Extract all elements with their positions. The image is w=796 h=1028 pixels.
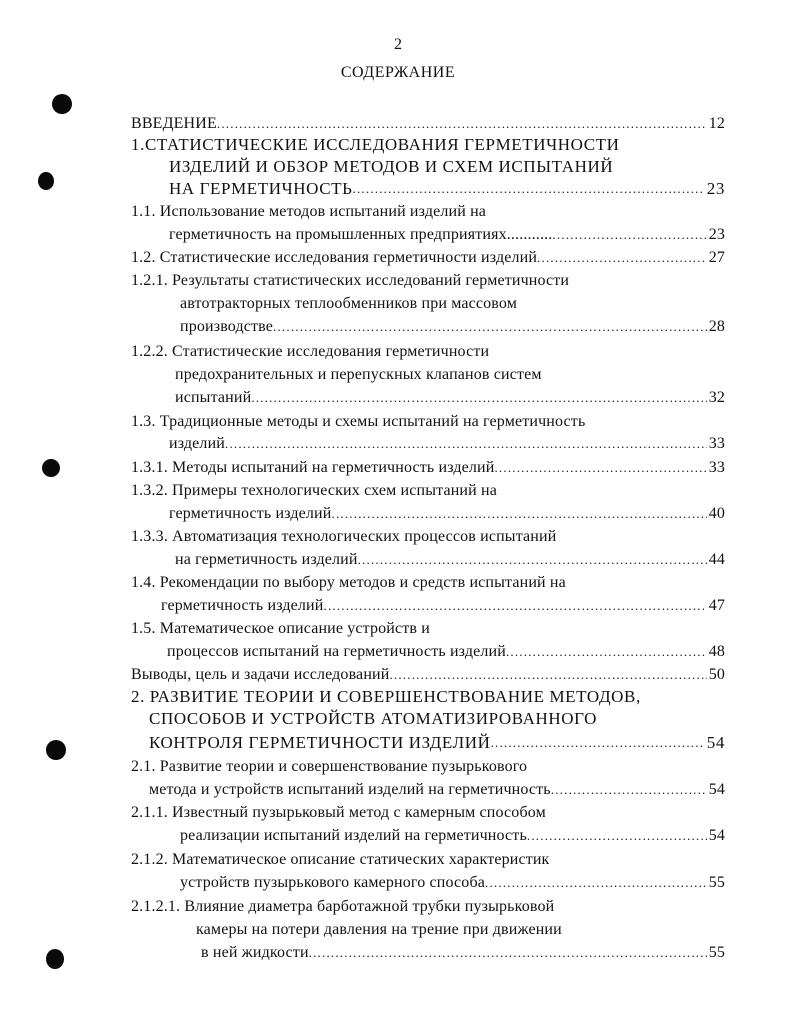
toc-entry-text: 2.1. Развитие теории и совершенствование пузырькового (131, 758, 528, 775)
toc-entry (131, 941, 725, 965)
dot-leader (324, 594, 707, 618)
toc-entry-page: 23 (708, 226, 725, 243)
toc-entry-text: Выводы, цель и задачи исследований (131, 666, 390, 683)
toc-entry-page: 50 (708, 666, 725, 683)
toc-entry (131, 848, 725, 872)
toc-entry-page: 40 (708, 505, 725, 522)
toc-entry-page: 48 (708, 643, 725, 660)
toc-entry-text: 1.СТАТИСТИЧЕСКИЕ ИССЛЕДОВАНИЯ ГЕРМЕТИЧНОСТИ (131, 135, 620, 154)
toc-entry-text: устройств пузырькового камерного способа (180, 874, 485, 891)
toc-entry (131, 824, 725, 848)
toc-entry (131, 731, 725, 755)
dot-leader (527, 824, 707, 848)
toc-entry-text: 1.3.1. Методы испытаний на герметичность изделий (131, 459, 495, 476)
toc-entry (131, 918, 725, 942)
toc-entry-text: 1.2.2. Статистические исследования герметичности (131, 343, 490, 360)
toc-entry-text: реализации испытаний изделий на герметичность (180, 827, 527, 844)
toc-entry (131, 594, 725, 618)
toc-entry-text: СПОСОБОВ И УСТРОЙСТВ АТОМАТИЗИРОВАННОГО (149, 709, 598, 728)
toc-entry-text: камеры на потери давления на трение при движении (196, 921, 562, 938)
toc-entry (131, 456, 725, 480)
toc-entry-page: 12 (708, 115, 725, 132)
toc-entry-text: герметичность на промышленных предприятиях........... (169, 226, 553, 243)
toc-entry (131, 571, 725, 595)
toc-entry-text: 2.1.2.1. Влияние диаметра барботажной трубки пузырьковой (131, 898, 555, 915)
punch-hole-2 (38, 172, 54, 190)
toc-entry (131, 685, 725, 709)
dot-leader (552, 223, 706, 247)
toc-entry (131, 895, 725, 919)
toc-entry-page: 27 (708, 249, 725, 266)
toc-entry (131, 133, 725, 157)
toc-entry-page: 28 (708, 318, 725, 335)
toc-entry (131, 778, 725, 802)
toc-entry-text: 1.3. Традиционные методы и схемы испытаний на герметичность (131, 413, 586, 430)
page-title: СОДЕРЖАНИЕ (340, 64, 456, 81)
toc-entry-text: 1.3.2. Примеры технологических схем испытаний на (131, 482, 497, 499)
dot-leader (358, 548, 707, 572)
toc-entry (131, 640, 725, 664)
toc-entry-text: процессов испытаний на герметичность изделий (167, 643, 506, 660)
toc-entry (131, 315, 725, 339)
toc-entry-text: ИЗДЕЛИЙ И ОБЗОР МЕТОДОВ И СХЕМ ИСПЫТАНИЙ (169, 157, 614, 176)
toc-entry (131, 177, 725, 201)
toc-entry-text: 1.3.3. Автоматизация технологических процессов испытаний (131, 528, 557, 545)
toc-entry-text: ВВЕДЕНИЕ (131, 115, 217, 132)
toc-entry-text: герметичность изделий (161, 597, 324, 614)
dot-leader (251, 386, 706, 410)
toc-entry-text: 2.1.2. Математическое описание статических характеристик (131, 851, 550, 868)
toc-entry (131, 755, 725, 779)
page-number: 2 (394, 36, 402, 53)
toc-entry-text: КОНТРОЛЯ ГЕРМЕТИЧНОСТИ ИЗДЕЛИЙ (149, 733, 491, 752)
punch-hole-4 (46, 740, 66, 760)
toc-entry-text: 2. РАЗВИТИЕ ТЕОРИИ И СОВЕРШЕНСТВОВАНИЕ МЕТОДОВ, (131, 687, 641, 706)
dot-leader (309, 941, 707, 965)
toc-entry-text: НА ГЕРМЕТИЧНОСТЬ (169, 179, 353, 198)
toc-entry-page: 33 (708, 435, 725, 452)
punch-hole-5 (46, 949, 64, 969)
dot-leader (353, 177, 705, 201)
toc-entry (131, 801, 725, 825)
toc-entry (131, 617, 725, 641)
toc-entry-text: предохранительных и перепускных клапанов систем (175, 366, 542, 383)
dot-leader (537, 246, 707, 270)
toc-entry-page: 44 (708, 551, 725, 568)
toc-entry (131, 223, 725, 247)
toc-entry (131, 871, 725, 895)
toc-entry-text: метода и устройств испытаний изделий на герметичность (149, 781, 551, 798)
toc-entry (131, 386, 725, 410)
toc-entry (131, 502, 725, 526)
toc-entry-text: испытаний (175, 389, 252, 406)
dot-leader (506, 640, 707, 664)
dot-leader (332, 502, 707, 526)
toc-entry (131, 340, 725, 364)
toc-entry-page: 47 (708, 597, 725, 614)
toc-entry (131, 548, 725, 572)
dot-leader (551, 778, 707, 802)
toc-entry-page: 23 (706, 179, 725, 198)
toc-entry (131, 155, 725, 179)
dot-leader (273, 315, 707, 339)
toc-entry-text: производстве (180, 318, 274, 335)
toc-entry (131, 479, 725, 503)
toc-entry-page: 55 (708, 874, 725, 891)
punch-hole-1 (52, 94, 72, 114)
toc-entry (131, 200, 725, 224)
toc-entry-text: автотракторных теплообменников при массовом (180, 295, 517, 312)
toc-entry (131, 410, 725, 434)
toc-entry-text: 1.5. Математическое описание устройств и (131, 620, 430, 637)
dot-leader (485, 871, 707, 895)
toc-entry (131, 246, 725, 270)
dot-leader (491, 731, 705, 755)
toc-entry-text: 1.2. Статистические исследования герметичности изделий (131, 249, 538, 266)
toc-entry (131, 269, 725, 293)
toc-entry-page: 55 (708, 944, 725, 961)
toc-entry-page: 33 (708, 459, 725, 476)
dot-leader (389, 663, 706, 687)
dot-leader (494, 456, 706, 480)
toc-entry-text: герметичность изделий (169, 505, 332, 522)
toc-entry-page: 32 (708, 389, 725, 406)
toc-entry (131, 363, 725, 387)
toc-entry-text: 1.1. Использование методов испытаний изделий на (131, 203, 487, 220)
toc-entry-page: 54 (706, 733, 725, 752)
toc-entry (131, 663, 725, 687)
toc-entry-page: 54 (708, 781, 725, 798)
toc-entry-text: 1.4. Рекомендации по выбору методов и средств испытаний на (131, 574, 566, 591)
dot-leader (225, 432, 707, 456)
toc-entry (131, 525, 725, 549)
toc-entry (131, 707, 725, 731)
toc-entry-text: 2.1.1. Известный пузырьковый метод с камерным способом (131, 804, 546, 821)
toc-entry-text: 1.2.1. Результаты статистических исследований герметичности (131, 272, 570, 289)
toc-entry (131, 432, 725, 456)
toc-entry-text: на герметичность изделий (175, 551, 358, 568)
toc-entry (131, 292, 725, 316)
toc-entry-text: изделий (169, 435, 225, 452)
punch-hole-3 (42, 459, 60, 477)
toc-entry-text: в ней жидкости (201, 944, 309, 961)
toc-entry-page: 54 (708, 827, 725, 844)
